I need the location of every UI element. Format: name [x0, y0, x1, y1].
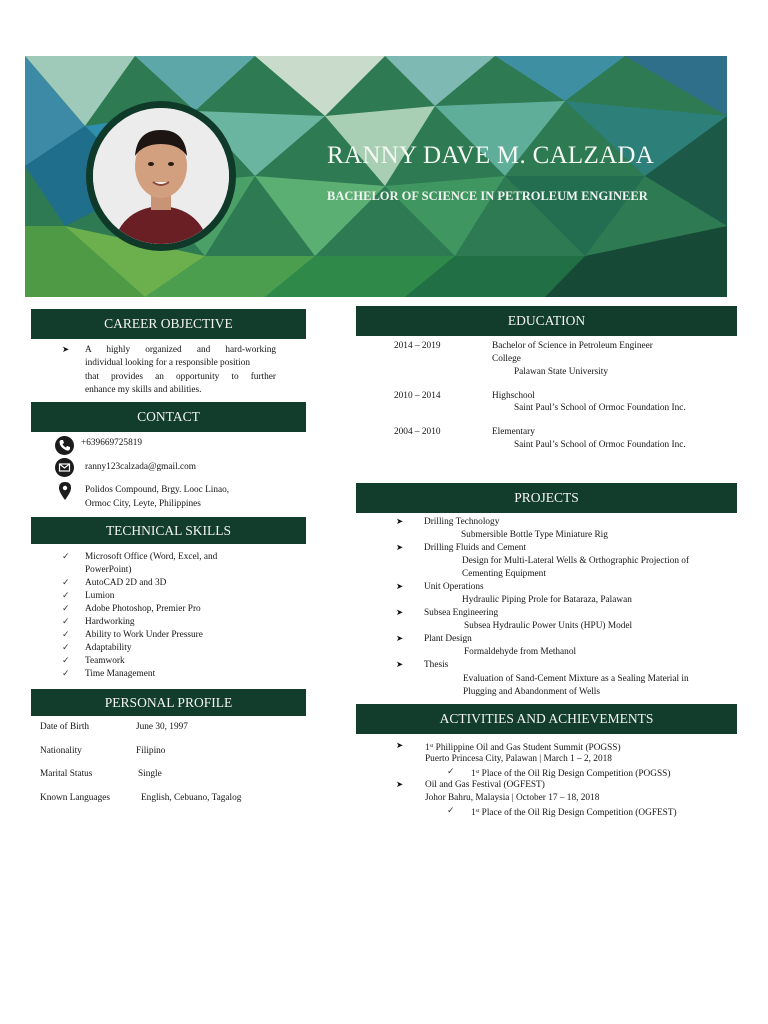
- skill-item: Adobe Photoshop, Premier Pro: [85, 604, 201, 614]
- project-category: Drilling Technology: [424, 517, 500, 527]
- bullet-arrow-icon: ➤: [396, 607, 404, 617]
- email-icon: [55, 458, 74, 477]
- activity-event: Oil and Gas Festival (OGFEST): [425, 780, 545, 790]
- bullet-arrow-icon: ➤: [396, 779, 404, 789]
- project-category: Thesis: [424, 660, 449, 670]
- activities-header: ACTIVITIES AND ACHIEVEMENTS: [356, 704, 737, 734]
- profile-value: Filipino: [136, 746, 166, 756]
- project-detail: Submersible Bottle Type Miniature Rig: [461, 530, 608, 540]
- check-icon: ✓: [62, 551, 70, 561]
- project-detail: Evaluation of Sand-Cement Mixture as a Sealing Material in: [463, 674, 689, 684]
- education-school: Saint Paul’s School of Ormoc Foundation Inc.: [514, 440, 686, 450]
- project-detail: Cementing Equipment: [462, 569, 546, 579]
- project-detail: Formaldehyde from Methanol: [464, 647, 577, 657]
- activity-location: Johor Bahru, Malaysia | October 17 – 18, 2018: [425, 793, 600, 803]
- project-detail: Hydraulic Piping Prole for Bataraza, Palawan: [462, 595, 632, 605]
- phone-icon: [55, 436, 74, 455]
- education-level: Highschool: [492, 391, 535, 401]
- contact-header: CONTACT: [31, 402, 306, 432]
- project-detail: Plugging and Abandonment of Wells: [463, 687, 600, 697]
- profile-value: Single: [138, 769, 162, 779]
- project-category: Subsea Engineering: [424, 608, 499, 618]
- skill-item: Time Management: [85, 669, 156, 679]
- skill-item: Microsoft Office (Word, Excel, and: [85, 552, 218, 562]
- education-level: Elementary: [492, 427, 535, 437]
- skill-item: PowerPoint): [85, 565, 132, 575]
- bullet-arrow-icon: ➤: [396, 740, 404, 750]
- check-icon: ✓: [62, 629, 70, 639]
- project-detail: Design for Multi-Lateral Wells & Orthographic Projection of: [462, 556, 690, 566]
- skill-item: Teamwork: [85, 656, 125, 666]
- objective-line: enhance my skills and abilities.: [85, 385, 202, 395]
- objective-line: that provides an opportunity to further: [85, 372, 276, 382]
- degree-title: BACHELOR OF SCIENCE IN PETROLEUM ENGINEER: [327, 189, 648, 203]
- education-years: 2010 – 2014: [394, 391, 441, 401]
- check-icon: ✓: [447, 766, 455, 776]
- phone-number[interactable]: +639669725819: [81, 438, 143, 448]
- objective-line: individual looking for a responsible position: [85, 358, 251, 368]
- career-objective-header: CAREER OBJECTIVE: [31, 309, 306, 339]
- bullet-arrow-icon: ➤: [62, 344, 70, 354]
- activity-award: 1st Place of the Oil Rig Design Competition (OGFEST): [471, 808, 677, 818]
- activity-award: 1st Place of the Oil Rig Design Competition (POGSS): [471, 769, 671, 779]
- check-icon: ✓: [62, 668, 70, 678]
- check-icon: ✓: [62, 655, 70, 665]
- check-icon: ✓: [62, 616, 70, 626]
- bullet-arrow-icon: ➤: [396, 659, 404, 669]
- header-banner: [25, 56, 727, 297]
- check-icon: ✓: [62, 590, 70, 600]
- check-icon: ✓: [62, 642, 70, 652]
- address-line: Polidos Compound, Brgy. Looc Linao,: [85, 485, 230, 495]
- address-line: Ormoc City, Leyte, Philippines: [85, 499, 201, 509]
- education-school: Saint Paul’s School of Ormoc Foundation Inc.: [514, 403, 686, 413]
- education-years: 2004 – 2010: [394, 427, 441, 437]
- email-address[interactable]: ranny123calzada@gmail.com: [85, 462, 197, 472]
- skill-item: Lumion: [85, 591, 115, 601]
- activity-event: 1st Philippine Oil and Gas Student Summit (POGSS): [425, 743, 621, 753]
- profile-photo: [93, 108, 229, 244]
- activity-location: Puerto Princesa City, Palawan | March 1 – 2, 2018: [425, 754, 612, 764]
- location-pin-icon: [59, 482, 71, 500]
- profile-label: Known Languages: [40, 793, 110, 803]
- project-category: Unit Operations: [424, 582, 484, 592]
- project-category: Plant Design: [424, 634, 472, 644]
- technical-skills-header: TECHNICAL SKILLS: [31, 517, 306, 544]
- person-name: RANNY DAVE M. CALZADA: [327, 142, 655, 169]
- profile-label: Date of Birth: [40, 722, 90, 732]
- education-years: 2014 – 2019: [394, 341, 441, 351]
- profile-label: Marital Status: [40, 769, 93, 779]
- skill-item: Adaptability: [85, 643, 132, 653]
- profile-value: June 30, 1997: [136, 722, 188, 732]
- skill-item: Ability to Work Under Pressure: [85, 630, 203, 640]
- bullet-arrow-icon: ➤: [396, 581, 404, 591]
- projects-header: PROJECTS: [356, 483, 737, 513]
- skill-item: Hardworking: [85, 617, 135, 627]
- objective-line: A highly organized and hard-working: [85, 345, 276, 355]
- bullet-arrow-icon: ➤: [396, 542, 404, 552]
- profile-label: Nationality: [40, 746, 82, 756]
- check-icon: ✓: [62, 603, 70, 613]
- project-detail: Subsea Hydraulic Power Units (HPU) Model: [464, 621, 633, 631]
- check-icon: ✓: [447, 805, 455, 815]
- check-icon: ✓: [62, 577, 70, 587]
- profile-value: English, Cebuano, Tagalog: [141, 793, 242, 803]
- education-school: Palawan State University: [514, 367, 608, 377]
- bullet-arrow-icon: ➤: [396, 633, 404, 643]
- project-category: Drilling Fluids and Cement: [424, 543, 527, 553]
- personal-profile-header: PERSONAL PROFILE: [31, 689, 306, 716]
- education-header: EDUCATION: [356, 306, 737, 336]
- bullet-arrow-icon: ➤: [396, 516, 404, 526]
- education-level: College: [492, 354, 521, 364]
- skill-item: AutoCAD 2D and 3D: [85, 578, 167, 588]
- education-level: Bachelor of Science in Petroleum Engineer: [492, 341, 653, 351]
